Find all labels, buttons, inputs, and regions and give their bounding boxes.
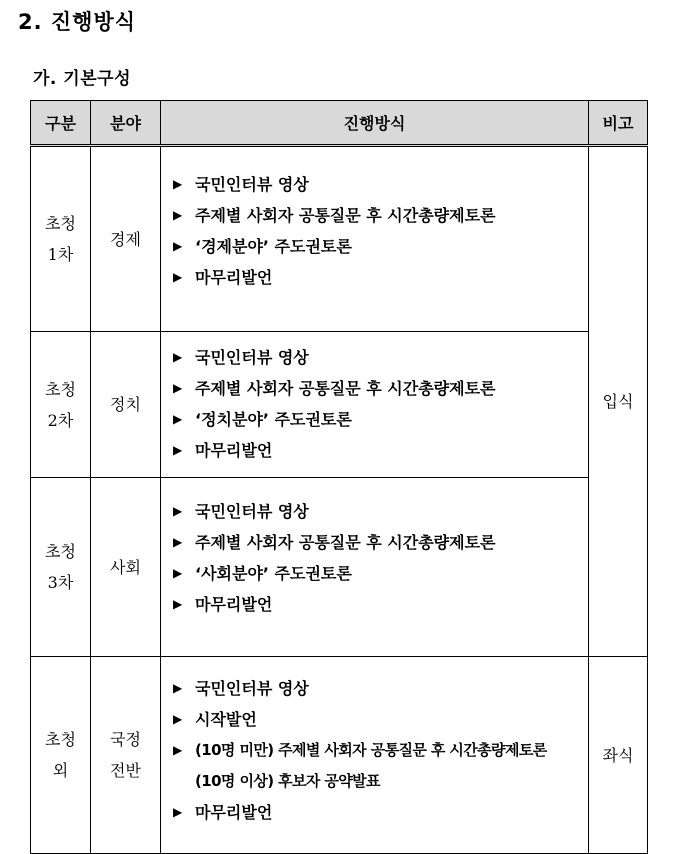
basic-structure-table: [30, 100, 648, 854]
method-list: [173, 673, 588, 828]
list-item: [173, 373, 588, 404]
method-list: [173, 169, 588, 293]
item-text: 주제별 사회자 공통질문 후 시간총량제토론: [195, 379, 496, 398]
list-item: [173, 169, 588, 200]
list-item: [173, 404, 588, 435]
triangle-bullet-icon: ▶: [173, 381, 183, 395]
triangle-bullet-icon: ▶: [173, 350, 183, 364]
list-item: [173, 673, 588, 704]
row-gubun: [31, 146, 91, 332]
list-item: [173, 704, 588, 735]
row-field: [91, 657, 161, 854]
gubun-line: 초청: [45, 214, 76, 233]
row-field: [91, 146, 161, 332]
item-text: 주제별 사회자 공통질문 후 시간총량제토론: [195, 533, 496, 552]
field-line: 사회: [110, 557, 141, 577]
item-text: 마무리발언: [195, 595, 273, 614]
row-method: [161, 478, 589, 657]
item-text: 주제별 사회자 공통질문 후 시간총량제토론: [195, 206, 496, 225]
list-item: [173, 766, 588, 797]
item-text: ‘정치분야’ 주도권토론: [195, 410, 352, 429]
row-method: [161, 332, 589, 478]
table-header-row: [31, 101, 648, 146]
triangle-bullet-icon: ▶: [173, 270, 183, 284]
method-list: [173, 342, 588, 466]
gubun-line: 초청: [45, 730, 76, 749]
gubun-line: 3차: [47, 573, 74, 592]
list-item: [173, 527, 588, 558]
triangle-bullet-icon: ▶: [173, 566, 183, 580]
item-text: (10명 미만) 주제별 사회자 공통질문 후 시간총량제토론: [195, 741, 547, 759]
header-field: 분야: [91, 101, 161, 146]
item-text: 마무리발언: [195, 268, 273, 287]
list-item: [173, 342, 588, 373]
triangle-bullet-icon: ▶: [173, 712, 183, 726]
header-gubun: 구분: [31, 101, 91, 146]
list-item: [173, 589, 588, 620]
row-gubun: [31, 332, 91, 478]
item-text: ‘사회분야’ 주도권토론: [195, 564, 352, 583]
item-text: 시작발언: [195, 710, 257, 729]
item-text: (10명 이상) 후보자 공약발표: [195, 772, 380, 790]
triangle-bullet-icon: ▶: [173, 805, 183, 819]
table-row: [31, 478, 648, 657]
item-text: 국민인터뷰 영상: [195, 679, 309, 698]
list-item: [173, 558, 588, 589]
row-gubun: [31, 657, 91, 854]
item-text: 국민인터뷰 영상: [195, 175, 309, 194]
table-row: [31, 332, 648, 478]
triangle-bullet-icon: ▶: [173, 208, 183, 222]
header-method: 진행방식: [161, 101, 589, 146]
subsection-title: 가. 기본구성: [33, 69, 131, 89]
field-line: 정치: [110, 395, 141, 414]
item-text: 국민인터뷰 영상: [195, 502, 309, 521]
field-line: 전반: [110, 761, 141, 780]
gubun-line: 초청: [45, 379, 76, 399]
method-list: [173, 496, 588, 620]
item-text: 마무리발언: [195, 441, 273, 460]
triangle-bullet-icon: ▶: [173, 443, 183, 457]
note-seated: 좌식: [589, 657, 648, 854]
item-text: 국민인터뷰 영상: [195, 348, 309, 367]
field-line: 경제: [110, 229, 141, 249]
list-item: [173, 797, 588, 828]
triangle-bullet-icon: ▶: [173, 535, 183, 549]
list-item: [173, 262, 588, 293]
gubun-line: 외: [52, 761, 69, 780]
item-text: ‘경제분야’ 주도권토론: [195, 237, 352, 256]
list-item: [173, 735, 588, 766]
list-item: [173, 496, 588, 527]
triangle-bullet-icon: ▶: [173, 412, 183, 426]
triangle-bullet-icon: ▶: [173, 681, 183, 695]
triangle-bullet-icon: ▶: [173, 239, 183, 253]
row-method: [161, 146, 589, 332]
item-text: 마무리발언: [195, 803, 273, 822]
gubun-line: 초청: [45, 542, 76, 561]
triangle-bullet-icon: ▶: [173, 597, 183, 611]
list-item: [173, 435, 588, 466]
row-gubun: [31, 478, 91, 657]
row-field: [91, 332, 161, 478]
field-line: 국정: [110, 730, 141, 749]
list-item: [173, 231, 588, 262]
row-field: [91, 478, 161, 657]
note-standing: 입식: [589, 146, 648, 657]
triangle-bullet-icon: ▶: [173, 177, 183, 191]
gubun-line: 2차: [47, 410, 74, 430]
row-method: [161, 657, 589, 854]
triangle-bullet-icon: ▶: [173, 504, 183, 518]
gubun-line: 1차: [47, 245, 74, 264]
triangle-bullet-icon: ▶: [173, 743, 182, 757]
list-item: [173, 200, 588, 231]
table-row: [31, 146, 648, 332]
header-note: 비고: [589, 101, 648, 146]
section-title: 2. 진행방식: [18, 10, 137, 34]
table-row: [31, 657, 648, 854]
